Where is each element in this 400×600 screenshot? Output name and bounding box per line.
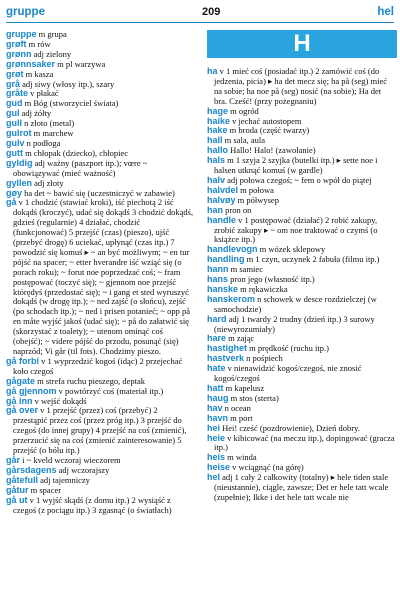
entry-headword: heis [207, 452, 226, 463]
entry-definition: v wciągnąć (na górę) [230, 462, 304, 473]
entry-definition: v kibicować (na meczu itp.), dopingować (gracza itp.) [214, 432, 395, 453]
entry-headword: gå [6, 197, 17, 208]
entry-headword: går [6, 454, 21, 465]
entry-headword: halv [207, 174, 226, 185]
dictionary-entry [6, 496, 194, 516]
entry-definition: m sala, aula [222, 135, 265, 146]
header-rule [6, 22, 394, 23]
entry-headword: gul [6, 108, 20, 119]
dictionary-entry [207, 216, 395, 246]
entry-headword: hav [207, 402, 223, 413]
dictionary-entry [207, 473, 395, 503]
left-column [6, 30, 194, 515]
right-column [207, 30, 395, 503]
entry-headword: hann [207, 264, 229, 275]
entry-definition: m zając [226, 333, 255, 344]
entry-definition: adj połowa czegoś; ~ fem o wpół do piątej [225, 174, 372, 185]
entry-definition: m Bóg (stworzyciel świata) [22, 98, 119, 109]
entry-definition: v 1 wyprzedzić kogoś (idąc) 2 przejechać koło czegoś [13, 355, 183, 376]
entry-headword: gull [6, 118, 22, 129]
entry-definition: adj wczorajszy [56, 464, 110, 475]
entry-headword: han [207, 204, 224, 215]
entry-headword: handle [207, 214, 237, 225]
entry-headword: grønn [6, 48, 32, 59]
entry-headword: handling [207, 254, 245, 265]
dictionary-entry [6, 159, 194, 179]
entry-definition: v 1 przejść (przez) coś (przebyć) 2 przestąpić przez coś (przez próg itp.) 3 przejść do czegoś (do innej grupy) 4 przejść na coś (zmienić), przerzucić się na coś (zmienić zainteresowanie) 5 przejść (o bólu itp.) [13, 405, 187, 456]
dictionary-entry [6, 198, 194, 357]
entry-definition: Hallo! Halo! (zawołanie) [228, 145, 316, 156]
entry-definition: pron on [223, 204, 252, 215]
entry-headword: gulrot [6, 128, 32, 139]
entry-headword: halvdel [207, 184, 239, 195]
entry-headword: hans [207, 274, 229, 285]
entry-headword: gyllen [6, 177, 33, 188]
entry-headword: grønnsaker [6, 58, 56, 69]
entry-headword: hatt [207, 383, 224, 393]
entry-definition: v 1 chodzić (stawiać kroki), iść piechotą 2 iść dokądś (kroczyć), udać się dokądś 3 chodzić dokądś, gdzieś (regularnie) 4 działać, chodzić (funkcjonować) 5 przejść (czas) (pieszo), ujść (przebyć drogę) 6 uciekać, upłynąć (czas itp.) 7 powodzić się komuś ▸ ~ an być możliwym; ~ en tur pójść na spacer; ~ etter hverandre iść wziąć się (o porach roku); ~ forut noe poprzedzać coś; ~ fram postępować (toczyć się); ~ gjennom noe przejść którędyś (przedostać się); ~ i gang et sted wyruszyć dokądś (w drogę itp.); ~ ned zajść (o słońcu), zejść (po schodach itp.); ~ ned i prisen potanieć; ~ opp på en måte wyjść jakoś (udać się); ~ på do załatwić się (skorzystać z toalety); ~ utenom ominąć coś (obejść); ~ videre pójść do przodu, posunąć (się) naprzód; Vi går (til fots). Chodzimy pieszo. [13, 197, 194, 356]
entry-headword: havn [207, 412, 229, 423]
entry-headword: hals [207, 155, 226, 166]
entry-definition: adj siwy (włosy itp.), szary [20, 78, 115, 89]
entry-headword: hanskerom [207, 293, 256, 304]
entry-headword: gud [6, 98, 23, 109]
entry-headword: gåtur [6, 484, 29, 495]
entry-headword: gågate [6, 375, 36, 386]
right-entries [207, 67, 395, 503]
entry-definition: adj 1 cały 2 całkowity (totalny) ▸ hele tiden stale (nieustannie), ciągle, zawsze; Det er hele tatt wcale (zupełnie); Ikke i det hele tatt wcale nie [214, 472, 389, 502]
entry-definition: v wejść dokądś [32, 395, 87, 406]
entry-headword: heie [207, 432, 226, 443]
dictionary-entry [6, 406, 194, 456]
entry-headword: gå ut [6, 494, 28, 505]
entry-headword: haike [207, 115, 231, 126]
entry-headword: hel [207, 472, 221, 483]
entry-headword: halvøy [207, 194, 236, 205]
entry-definition: m 1 czyn, uczynek 2 fabuła (filmu itp.) [244, 254, 380, 265]
entry-headword: gøy [6, 187, 23, 198]
entry-headword: grå [6, 78, 21, 89]
entry-headword: gåtefull [6, 474, 39, 485]
entry-definition: Hei! cześć (pozdrowienie), Dzień dobry. [220, 422, 360, 433]
entry-definition: adj tajemniczy [38, 474, 90, 485]
entry-headword: hanske [207, 283, 239, 294]
entry-headword: gå over [6, 405, 39, 416]
entry-definition: m grupa [36, 29, 67, 39]
entry-headword: hei [207, 422, 221, 433]
dictionary-entry [207, 434, 395, 454]
entry-definition: m spacer [28, 484, 62, 495]
entry-headword: hastighet [207, 343, 248, 354]
entry-definition: n złoto (metal) [22, 118, 75, 129]
entry-definition: adj złoty [32, 177, 64, 188]
entry-headword: heise [207, 462, 231, 473]
entry-definition: adj 1 twardy 2 trudny (dzień itp.) 3 surowy (niewyrozumiały) [214, 313, 375, 334]
entry-headword: hage [207, 105, 229, 116]
page-number: 209 [202, 6, 221, 18]
entry-definition: v jechać autostopem [230, 115, 302, 126]
dictionary-entry [207, 364, 395, 384]
entry-definition: m strefa ruchu pieszego, deptak [35, 375, 146, 386]
entry-headword: hare [207, 333, 227, 344]
entry-headword: hastverk [207, 353, 245, 364]
entry-definition: n podłoga [24, 137, 61, 148]
entry-definition: v 1 wyjść skądś (z domu itp.) 2 wysiąść z czegoś (z pociągu itp.) 3 zgasnąć (o światłach) [13, 494, 172, 515]
entry-definition: m ogród [228, 105, 259, 116]
entry-definition: n schowek w desce rozdzielczej (w samochodzie) [214, 293, 377, 314]
header-first-word: gruppe [6, 6, 45, 18]
entry-definition: ha det ~ bawić się (uczestniczyć w zabawie) [22, 187, 175, 198]
entry-headword: hard [207, 313, 227, 324]
entry-headword: hake [207, 125, 228, 136]
entry-headword: hallo [207, 145, 229, 156]
entry-definition: v płakać [28, 88, 59, 99]
entry-definition: adj ważny (paszport itp.); vœre ~ obowiązywać (mieć ważność) [13, 157, 148, 178]
page-header [6, 4, 394, 20]
header-last-word: hel [377, 6, 394, 18]
entry-headword: ha [207, 66, 218, 76]
entry-definition: m kasza [23, 68, 54, 79]
entry-headword: haug [207, 392, 229, 403]
entry-headword: hate [207, 363, 226, 374]
entry-definition: m kapelusz [223, 383, 265, 393]
entry-definition: m połowa [238, 184, 274, 195]
dictionary-entry [6, 357, 194, 377]
entry-definition: n ocean [222, 402, 251, 413]
entry-definition: n pośpiech [244, 353, 283, 364]
entry-definition: m wózek sklepowy [257, 244, 326, 255]
entry-headword: gårsdagens [6, 464, 57, 475]
entry-definition: m pl warzywa [55, 58, 106, 69]
entry-headword: grøft [6, 38, 27, 49]
entry-definition: m rów [26, 38, 51, 49]
entry-headword: gå forbi [6, 355, 39, 366]
entry-definition: v 1 mieć coś (posiadać itp.) 2 zamówić coś (do jedzenia, picia) ▸ ha det mecz się; ha på (seg) mieć na sobie; ha noe på (seg) nosić (na sobie); Ha det bra. Cześć! (przy pożegnaniu) [214, 66, 388, 106]
entry-headword: gråte [6, 88, 29, 99]
entry-definition: i ~ kveld wczoraj wieczorem [20, 454, 121, 465]
dictionary-entry [207, 295, 395, 315]
entry-definition: m półwysep [235, 194, 279, 205]
entry-definition: m prędkość (ruchu itp.) [247, 343, 329, 354]
section-letter-box: H [207, 30, 397, 58]
dictionary-entry [207, 67, 395, 107]
entry-definition: m winda [225, 452, 257, 463]
entry-definition: adj zielony [31, 48, 72, 59]
dictionary-entry [207, 315, 395, 335]
entry-headword: hall [207, 135, 223, 146]
entry-definition: m broda (część twarzy) [227, 125, 310, 136]
entry-definition: v powtórzyć coś (materiał itp.) [56, 385, 164, 396]
entry-definition: pron jego (własność itp.) [228, 274, 315, 285]
entry-headword: gyldig [6, 157, 33, 168]
entry-definition: m chłopak (dziecko), chłopiec [23, 147, 129, 158]
entry-definition: m samiec [228, 264, 263, 275]
entry-headword: gutt [6, 147, 23, 158]
entry-definition: m port [228, 412, 253, 423]
entry-headword: gå gjennom [6, 385, 57, 396]
entry-headword: grøt [6, 68, 24, 79]
entry-definition: adj żółty [19, 108, 52, 119]
entry-definition: v 1 postępować (działać) 2 robić zakupy, zrobić zakupy ▸ ~ om noe traktować o czymś (o książce itp.) [214, 214, 378, 245]
dictionary-entry [207, 156, 395, 176]
entry-headword: gå inn [6, 395, 33, 406]
entry-definition: m stos (sterta) [228, 392, 279, 403]
entry-definition: m marchew [31, 128, 74, 139]
entry-headword: gulv [6, 137, 25, 148]
entry-headword: handlevogn [207, 244, 258, 255]
entry-definition: v nienawidzić kogoś/czegoś, nie znosić kogoś/czegoś [214, 363, 362, 384]
entry-headword: gruppe [6, 29, 37, 39]
entry-definition: m 1 szyja 2 szyjka (butelki itp.) ▸ sette noe i halsen utknąć komuś (w gardle) [214, 155, 378, 176]
entry-definition: m rękawiczka [238, 283, 288, 294]
